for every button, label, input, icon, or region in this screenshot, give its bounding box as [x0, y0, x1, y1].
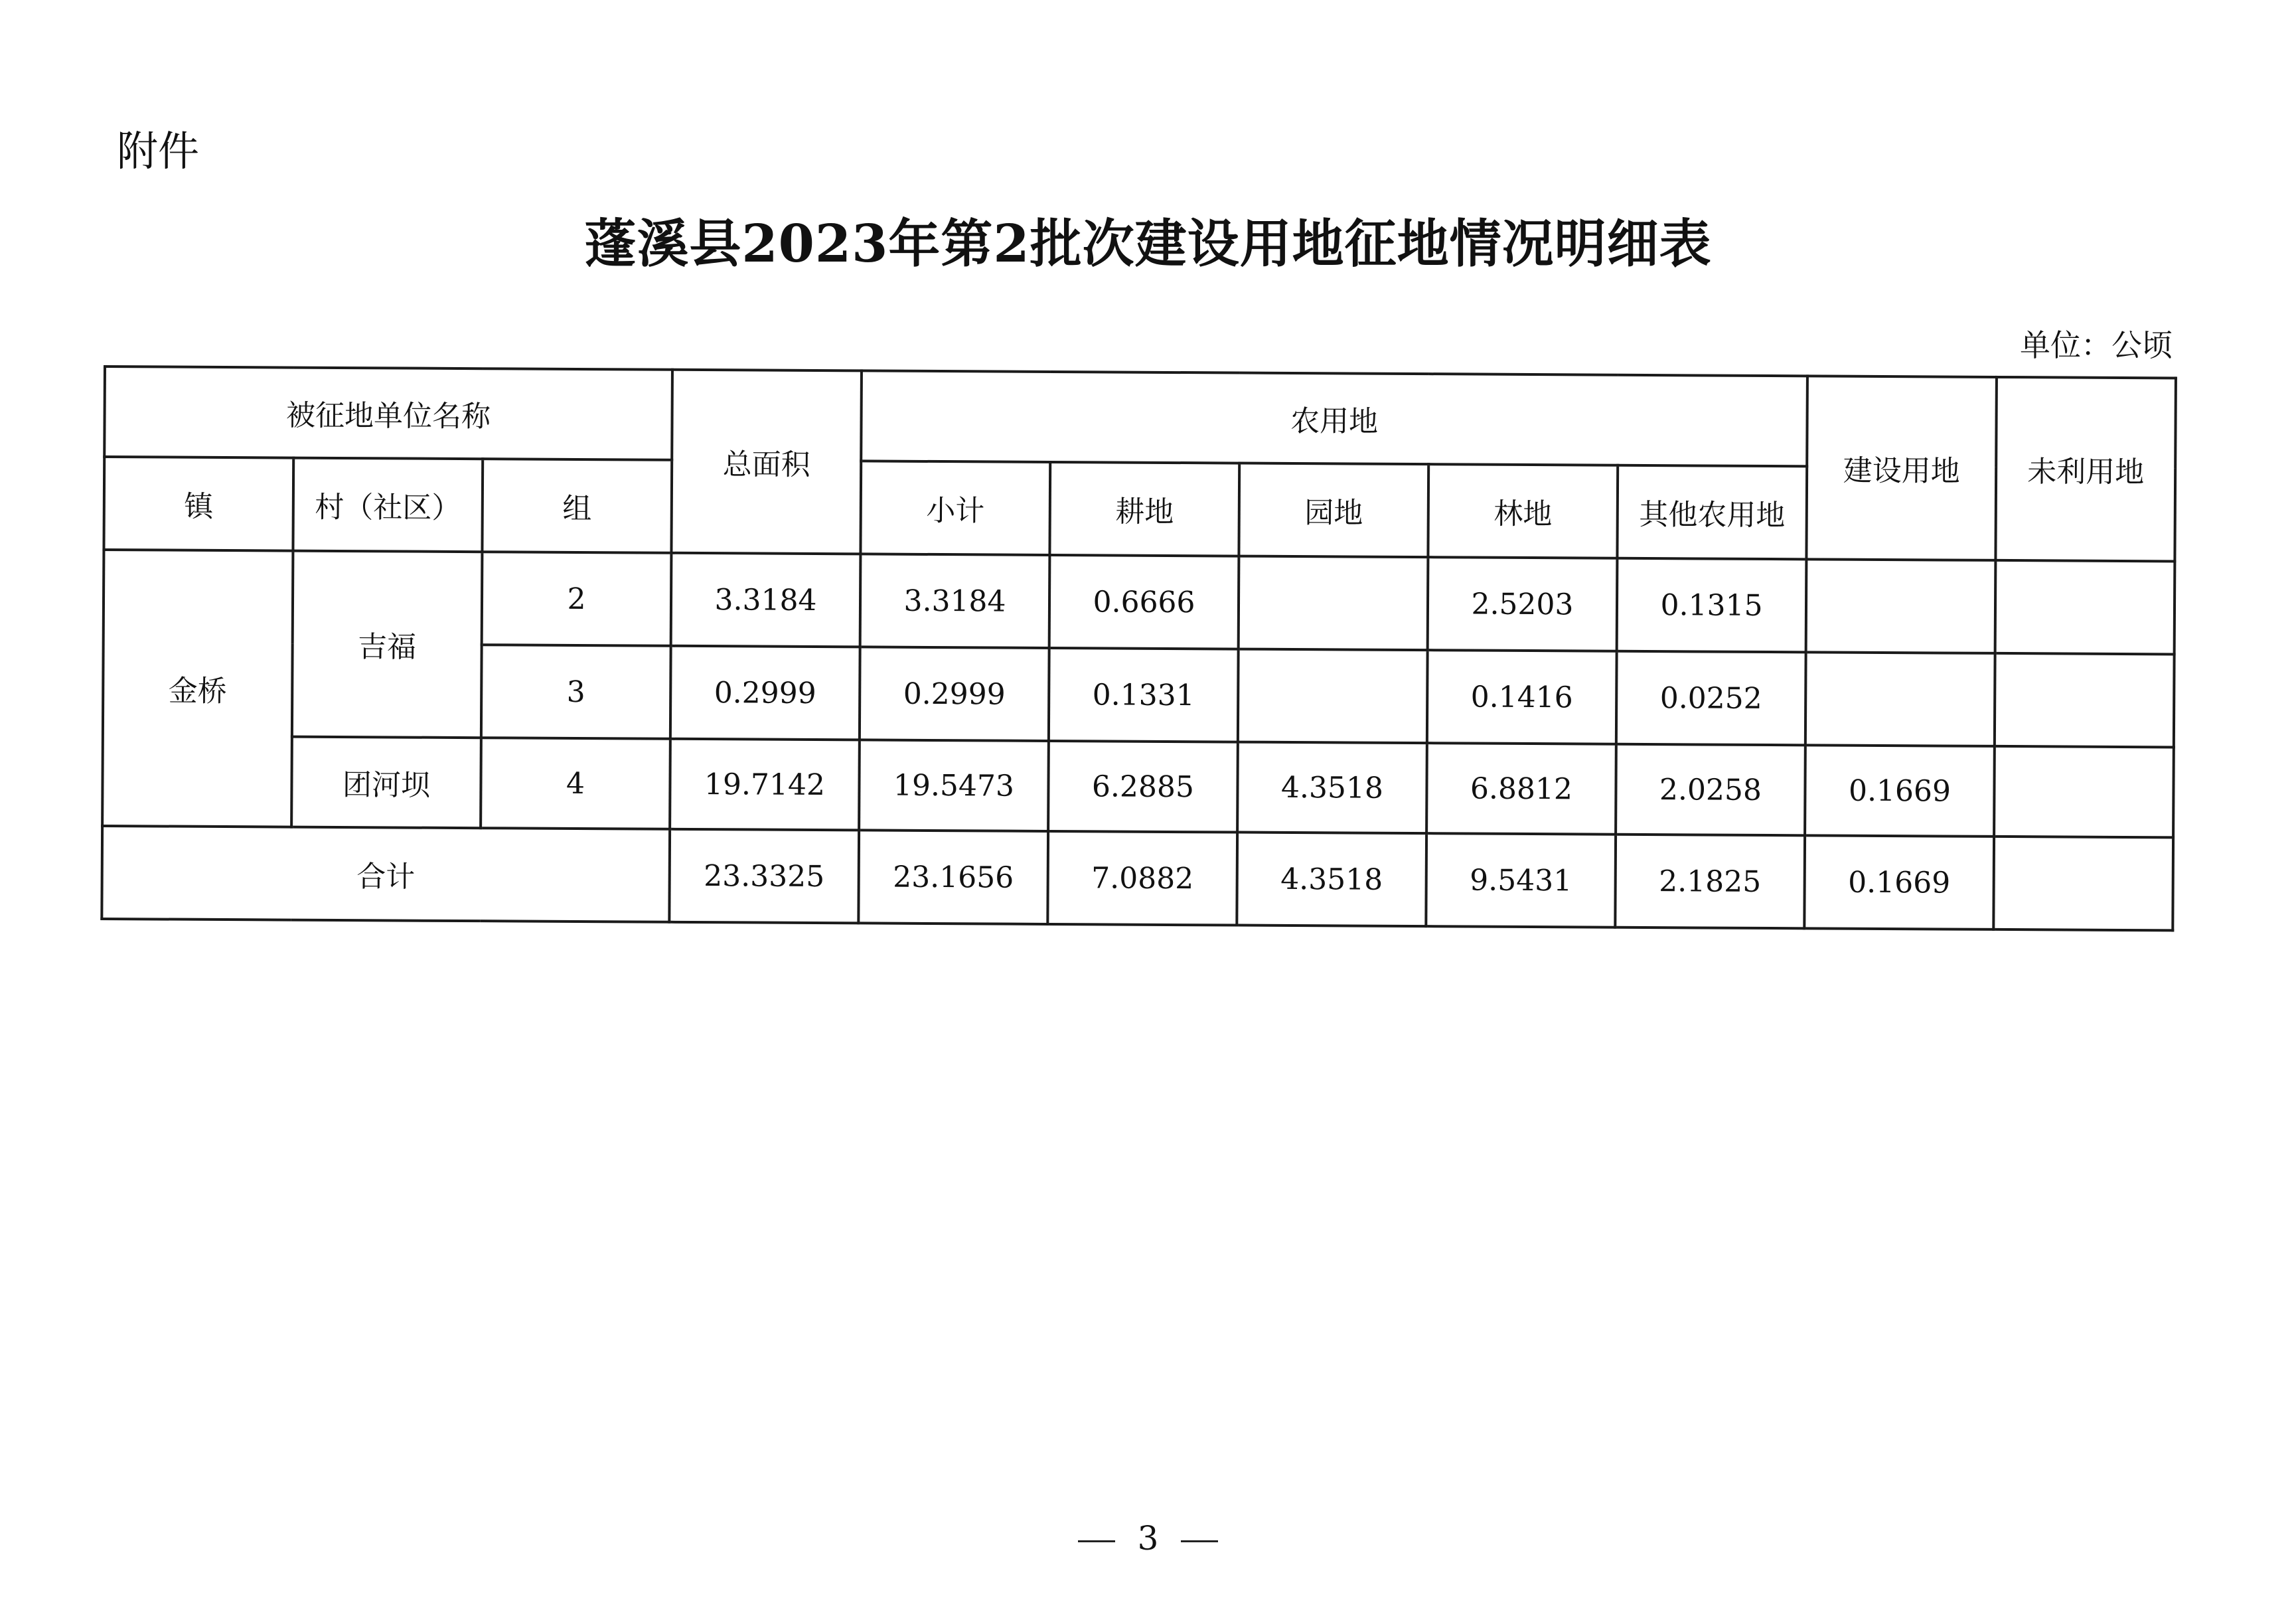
- cell-unused: [1994, 746, 2174, 838]
- total-subtotal: 23.1656: [858, 830, 1048, 924]
- cell-group: 4: [481, 738, 670, 829]
- attachment-label: 附件: [117, 127, 200, 175]
- header-construction: 建设用地: [1806, 376, 1997, 560]
- cell-group: 3: [481, 645, 671, 739]
- table-container: [100, 365, 2177, 931]
- total-construction: 0.1669: [1804, 835, 1994, 929]
- cell-village: 吉福: [292, 551, 483, 738]
- cell-other-agricultural: 0.0252: [1616, 651, 1806, 746]
- cell-cultivated: 0.1331: [1049, 648, 1239, 742]
- header-group: 组: [482, 459, 672, 553]
- cell-forest: 6.8812: [1426, 743, 1616, 835]
- page-number-dash-left: [1078, 1540, 1115, 1542]
- cell-village: 团河坝: [291, 737, 481, 829]
- header-garden: 园地: [1239, 463, 1428, 558]
- header-expropriated-unit: 被征地单位名称: [104, 366, 672, 460]
- cell-cultivated: 0.6666: [1049, 555, 1239, 649]
- header-village: 村（社区）: [293, 458, 483, 552]
- page-number: [0, 1515, 2296, 1562]
- cell-forest: 0.1416: [1427, 650, 1617, 744]
- cell-cultivated: 6.2885: [1048, 741, 1238, 833]
- document-title: 蓬溪县2023年第2批次建设用地征地情况明细表: [584, 214, 1712, 274]
- header-total-area: 总面积: [671, 370, 862, 554]
- table-row: [104, 550, 2175, 654]
- total-row: [102, 826, 2173, 930]
- cell-subtotal: 0.2999: [860, 647, 1049, 741]
- total-forest: 9.5431: [1426, 833, 1616, 927]
- cell-total-area: 19.7142: [670, 739, 860, 831]
- cell-construction: 0.1669: [1805, 745, 1995, 837]
- total-other-agricultural: 2.1825: [1615, 835, 1805, 929]
- cell-group: 2: [482, 552, 672, 646]
- cell-forest: 2.5203: [1428, 557, 1618, 651]
- cell-other-agricultural: 2.0258: [1616, 744, 1805, 836]
- header-subtotal: 小计: [860, 461, 1050, 555]
- cell-unused: [1995, 653, 2175, 748]
- cell-total-area: 0.2999: [670, 646, 860, 740]
- cell-construction: [1806, 559, 1996, 653]
- cell-garden: 4.3518: [1237, 742, 1427, 834]
- header-cultivated: 耕地: [1049, 462, 1239, 556]
- table-row: [102, 736, 2174, 837]
- header-agricultural: 农用地: [861, 370, 1807, 466]
- total-garden: 4.3518: [1237, 833, 1426, 927]
- total-unused: [1993, 837, 2173, 931]
- header-forest: 林地: [1428, 464, 1618, 558]
- cell-unused: [1995, 560, 2175, 655]
- cell-subtotal: 19.5473: [859, 740, 1049, 831]
- cell-construction: [1805, 652, 1995, 746]
- header-unused: 未利用地: [1995, 377, 2176, 562]
- header-town: 镇: [104, 457, 293, 551]
- cell-subtotal: 3.3184: [860, 554, 1050, 648]
- cell-total-area: 3.3184: [671, 553, 861, 647]
- unit-label: 单位：公顷: [2020, 327, 2173, 363]
- page-number-dash-right: [1181, 1540, 1218, 1542]
- page-number-value: 3: [1137, 1519, 1159, 1558]
- cell-town: 金桥: [102, 550, 293, 827]
- total-total-area: 23.3325: [669, 829, 859, 924]
- total-label: 合计: [102, 826, 670, 922]
- land-expropriation-table: [100, 365, 2177, 931]
- total-cultivated: 7.0882: [1047, 831, 1237, 926]
- cell-garden: [1239, 556, 1428, 651]
- header-other-agricultural: 其他农用地: [1617, 465, 1807, 560]
- cell-garden: [1238, 649, 1428, 744]
- header-row-1: [104, 366, 2176, 468]
- cell-other-agricultural: 0.1315: [1617, 558, 1807, 653]
